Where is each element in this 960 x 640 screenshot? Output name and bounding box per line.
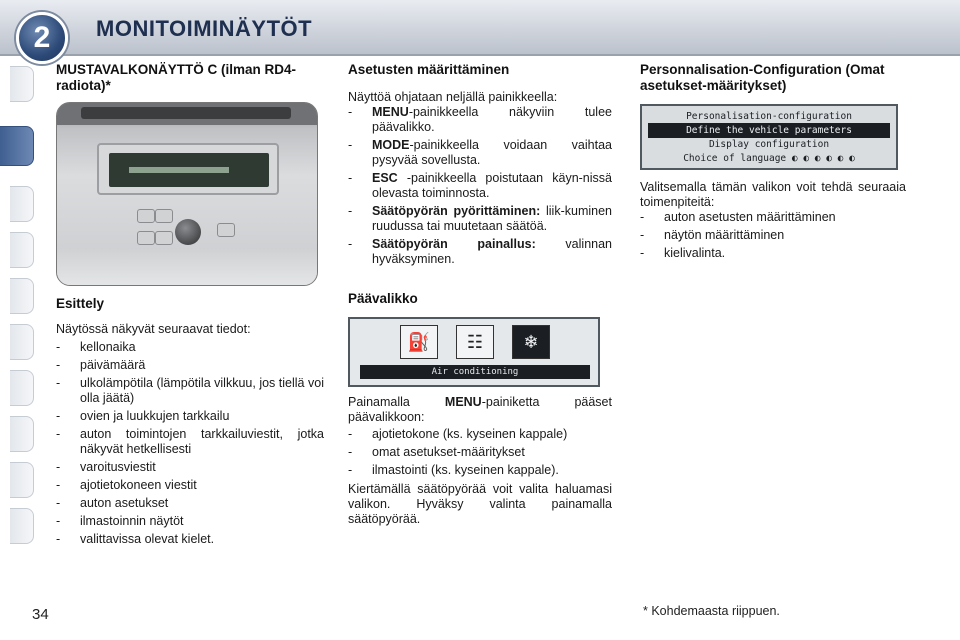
list-item: - kellonaika: [56, 340, 136, 354]
dashboard-photo: [56, 102, 318, 286]
list-item: - auton asetukset: [56, 496, 169, 510]
list-item: - ESC -painikkeella poistutaan käyn-nissä olevasta toiminnosta.: [348, 171, 612, 200]
personalisation-lcd: [640, 104, 898, 170]
column-display-c: [56, 62, 324, 547]
personalisation-list: [640, 210, 906, 261]
list-item: - ajotietokone (ks. kyseinen kappale): [348, 427, 568, 441]
chapter-tab[interactable]: [10, 324, 34, 360]
chapter-badge: 2: [16, 12, 68, 64]
trip-computer-icon: ⛽: [400, 325, 438, 359]
list-item: - auton asetusten määrittäminen: [640, 210, 836, 224]
chapter-tab[interactable]: [10, 66, 34, 102]
chapter-tab[interactable]: [10, 370, 34, 406]
controls-list: [348, 105, 612, 267]
chapter-tabs: [0, 62, 36, 580]
list-item: - näytön määrittäminen: [640, 228, 785, 242]
footnote: * Kohdemaasta riippuen.: [643, 604, 780, 618]
chapter-tab-active[interactable]: [0, 126, 34, 166]
section-heading-esittely: Esittely: [56, 296, 105, 311]
main-menu-list: [348, 427, 612, 478]
list-item: - ovien ja luukkujen tarkkailu: [56, 409, 230, 423]
photo-button: [137, 209, 155, 223]
list-item: - auton toimintojen tarkkailuviestit, jotka näkyvät hetkellisesti: [56, 427, 324, 456]
list-item: - valittavissa olevat kielet.: [56, 532, 215, 546]
column-settings: [348, 62, 612, 527]
lcd-row-title: Personalisation-configuration: [648, 110, 890, 124]
main-menu-lcd: [348, 317, 600, 387]
air-conditioning-icon: ❄: [512, 325, 550, 359]
lcd-row: Choice of language ◐ ◐ ◐ ◐ ◐ ◐: [683, 153, 855, 164]
info-list: [56, 340, 324, 547]
photo-display-frame: [97, 143, 279, 195]
settings-sliders-icon: ☷: [456, 325, 494, 359]
photo-lower-panel: [57, 249, 317, 285]
chapter-tab[interactable]: [10, 462, 34, 498]
page-title: MONITOIMINÄYTÖT: [96, 16, 313, 41]
photo-button: [155, 209, 173, 223]
list-item: - Säätöpyörän painallus: valinnan hyväksyminen.: [348, 237, 612, 266]
chapter-tab[interactable]: [10, 186, 34, 222]
photo-button: [217, 223, 235, 237]
photo-control-knob: [175, 219, 201, 245]
chapter-tab[interactable]: [10, 508, 34, 544]
menu-intro: Painamalla MENU-painiketta pääset päävalikkoon:: [348, 395, 612, 424]
page-header: [0, 0, 960, 56]
photo-button: [137, 231, 155, 245]
page-number: 34: [32, 606, 49, 623]
photo-display-bar: [129, 167, 229, 173]
photo-air-vent: [81, 107, 291, 119]
personalisation-intro: Valitsemalla tämän valikon voit tehdä seuraaia toimenpiteitä:: [640, 180, 906, 209]
lcd-row-selected: Define the vehicle parameters: [648, 124, 890, 138]
language-flags-icon: ◐ ◐ ◐ ◐ ◐ ◐: [791, 153, 855, 164]
chapter-tab[interactable]: [10, 278, 34, 314]
list-item: - omat asetukset-määritykset: [348, 445, 525, 459]
menu-closing-text: Kiertämällä säätöpyörää voit valita haluamasi valikon. Hyväksy valinta painamalla säätöpyörää.: [348, 482, 612, 526]
list-item: - päivämäärä: [56, 358, 146, 372]
intro-text: Näytössä näkyvät seuraavat tiedot:: [56, 322, 251, 336]
section-title-display-c: MUSTAVALKONÄYTTÖ C (ilman RD4-radiota)*: [56, 62, 296, 93]
section-title-personalisation: Personnalisation-Configuration (Omat asetukset-määritykset): [640, 62, 885, 93]
list-item: - ajotietokoneen viestit: [56, 478, 197, 492]
chapter-tab[interactable]: [10, 232, 34, 268]
list-item: - MENU-painikkeella näkyviin tulee päävalikko.: [348, 105, 612, 134]
list-item: - varoitusviestit: [56, 460, 156, 474]
list-item: - MODE-painikkeella voidaan vaihtaa pysyvää sovellusta.: [348, 138, 612, 167]
list-item: - ilmastointi (ks. kyseinen kappale).: [348, 463, 559, 477]
chapter-tab[interactable]: [10, 416, 34, 452]
list-item: - ulkolämpötila (lämpötila vilkkuu, jos tiellä voi olla jäätä): [56, 376, 324, 405]
section-heading-settings: Asetusten määrittäminen: [348, 62, 510, 77]
lcd-menu-label: Air conditioning: [360, 365, 590, 379]
list-item: - Säätöpyörän pyörittäminen: liik-kuminen ruudussa tai muutetaan säätöä.: [348, 204, 612, 233]
controls-intro: Näyttöä ohjataan neljällä painikkeella:: [348, 90, 558, 104]
section-heading-main-menu: Päävalikko: [348, 291, 418, 306]
lcd-row: Display configuration: [708, 139, 830, 150]
list-item: - kielivalinta.: [640, 246, 726, 260]
list-item: - ilmastoinnin näytöt: [56, 514, 184, 528]
photo-button: [155, 231, 173, 245]
column-personalisation: [640, 62, 906, 261]
